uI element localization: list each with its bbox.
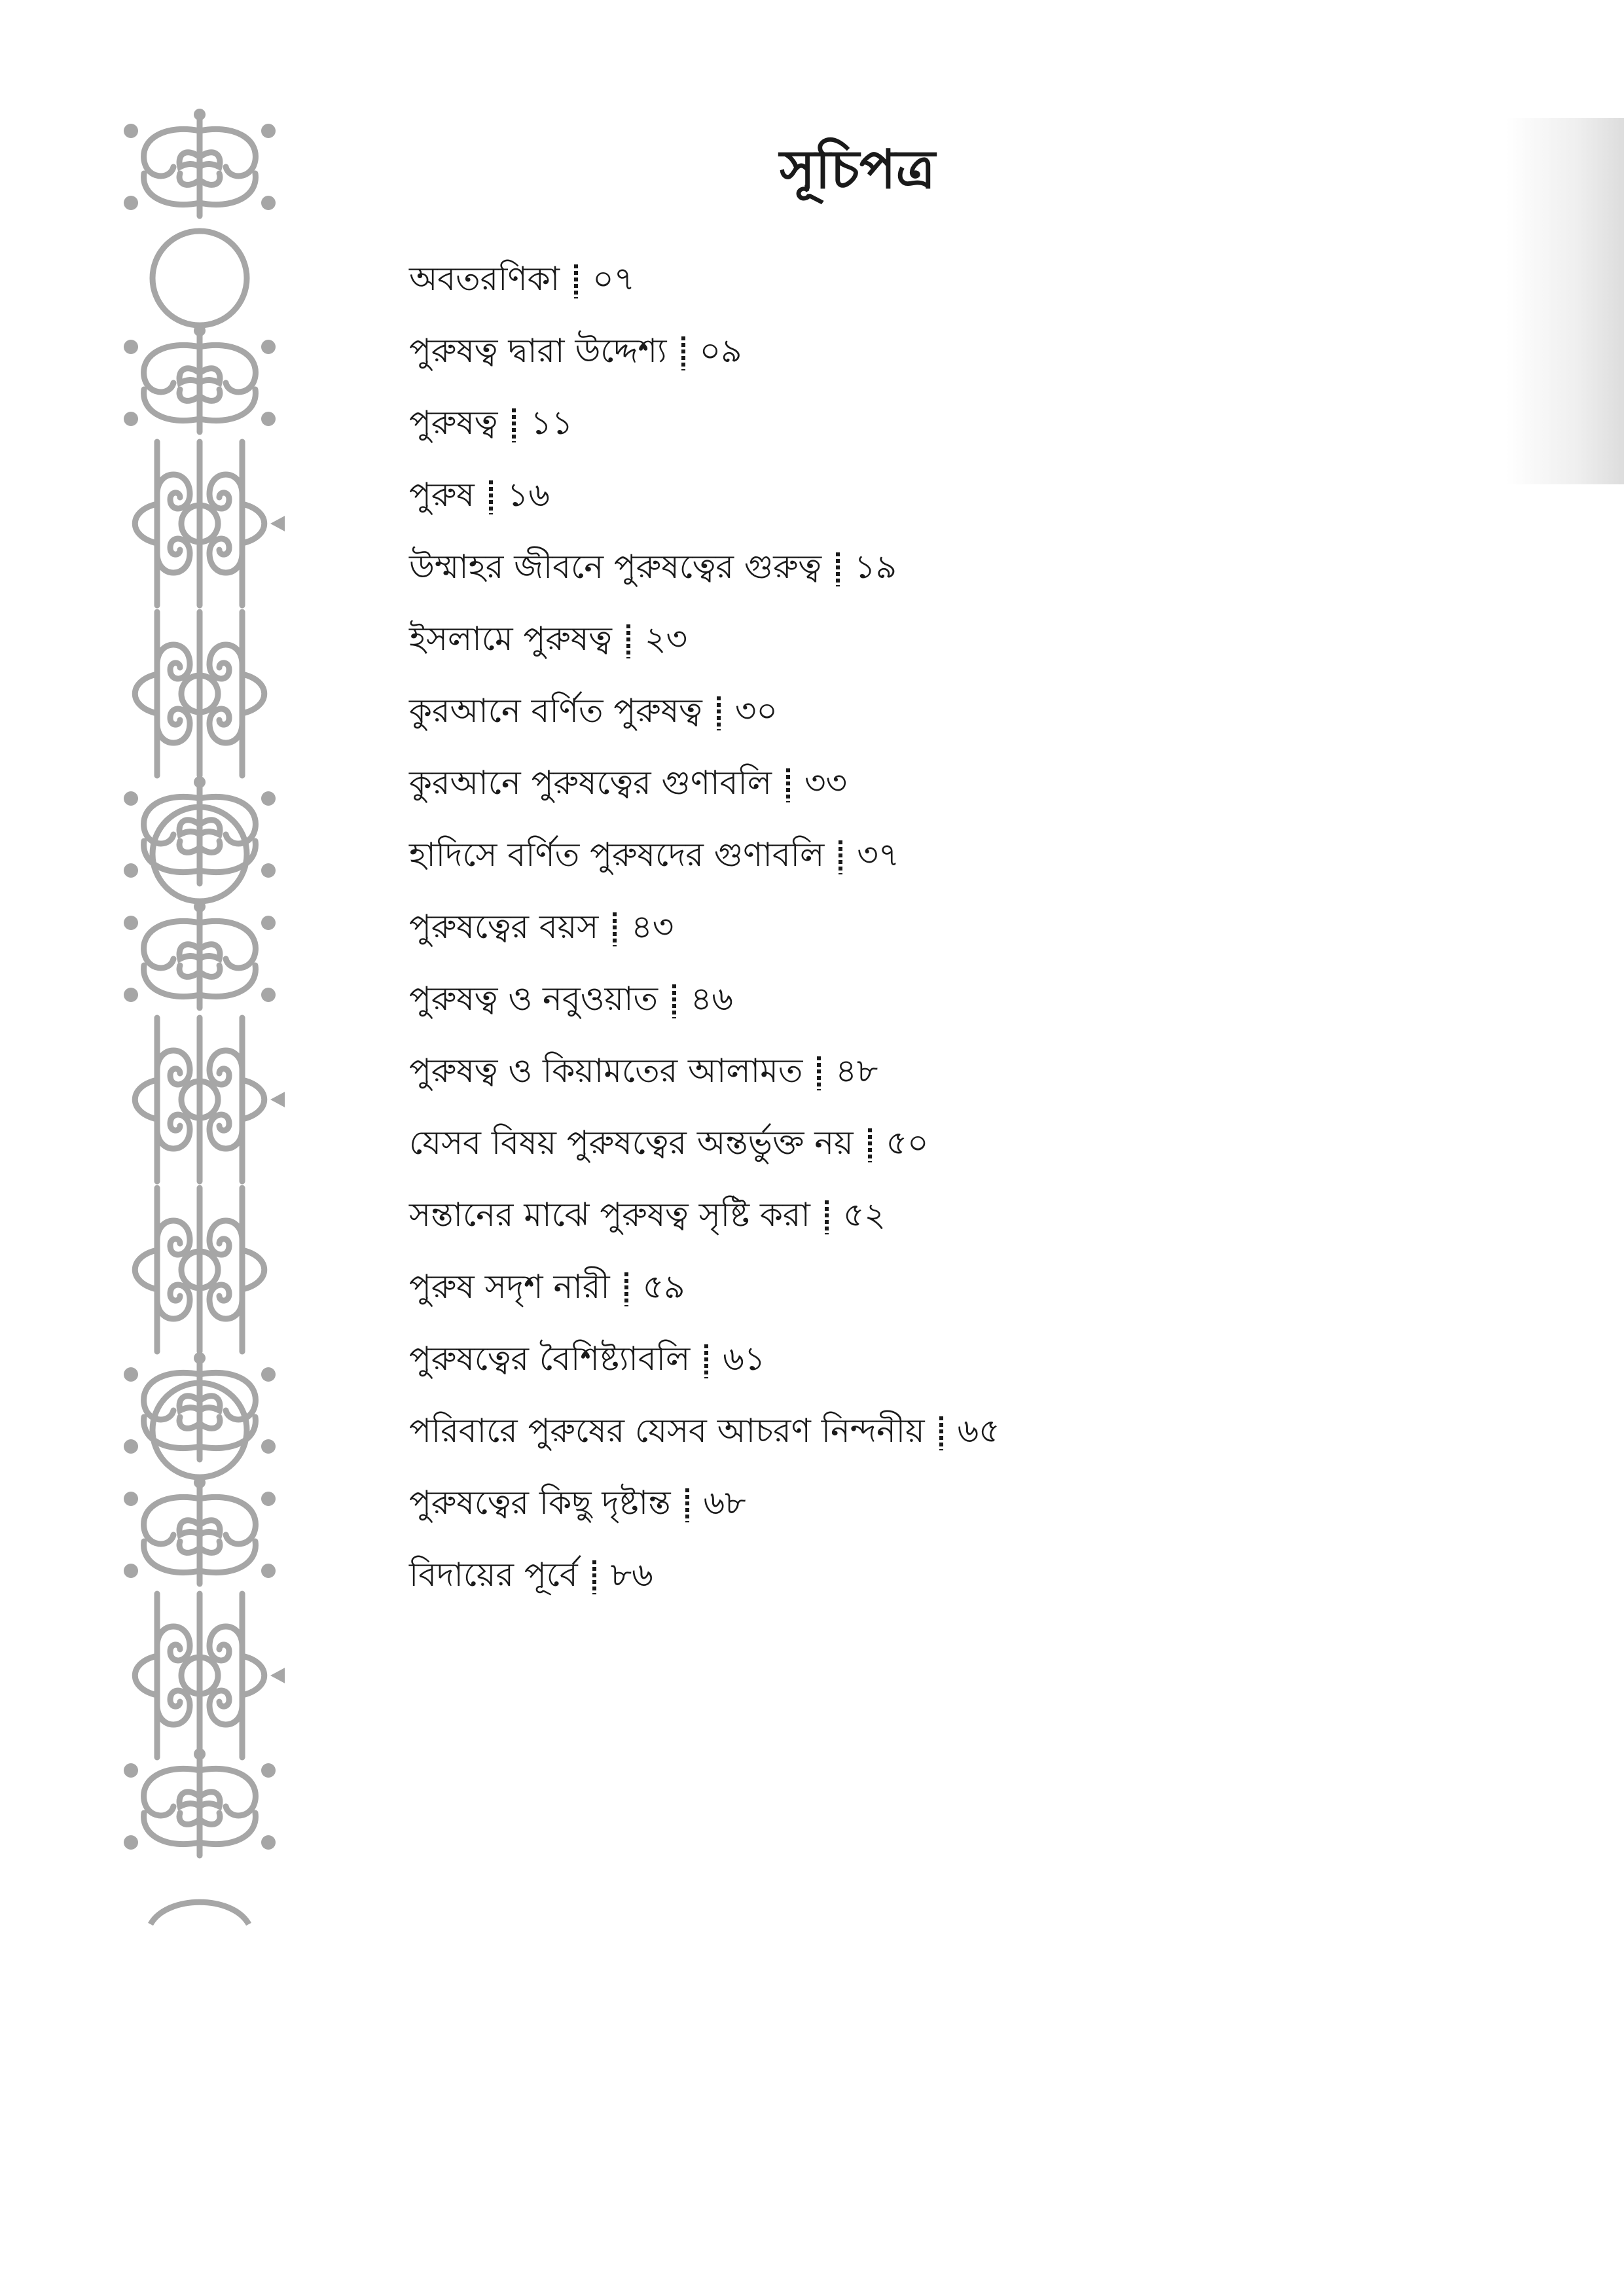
page-title: সূচিপত্র [780, 139, 935, 201]
toc-entry [409, 749, 1000, 821]
toc-entry-label: কুরআনে বর্ণিত পুরুষত্ব [409, 691, 702, 730]
toc-entry-label: পুরুষত্বের কিছু দৃষ্টান্ত [409, 1483, 671, 1522]
toc-entry-page: ১৯ [854, 547, 897, 586]
dotted-separator [574, 264, 578, 298]
toc-entry [409, 1541, 1000, 1613]
toc-entry [409, 1109, 1000, 1181]
toc-entry-page: ৮৬ [610, 1555, 653, 1594]
toc-entry-page: ৫৯ [642, 1267, 685, 1306]
toc-entry-label: হাদিসে বর্ণিত পুরুষদের গুণাবলি [409, 835, 825, 874]
toc-entry-label: কুরআনে পুরুষত্বের গুণাবলি [409, 763, 772, 802]
toc-entry [409, 461, 1000, 533]
toc-entry-page: ৬১ [723, 1339, 766, 1378]
dotted-separator [672, 984, 676, 1018]
toc-entry-page: ৩৭ [857, 835, 900, 874]
toc-entry-page: ৩৩ [804, 763, 848, 802]
toc-entry-label: অবতরণিকা [409, 259, 560, 298]
toc-entry-page: ০৯ [699, 331, 742, 370]
toc-entry [409, 821, 1000, 893]
toc-entry-label: পরিবারে পুরুষের যেসব আচরণ নিন্দনীয় [409, 1411, 925, 1450]
toc-entry-label: পুরুষ [409, 475, 475, 514]
dotted-separator [939, 1416, 943, 1450]
toc-entry [409, 1325, 1000, 1397]
dotted-separator [626, 624, 630, 658]
toc-entry-page: ৪৮ [835, 1051, 878, 1090]
dotted-separator [825, 1200, 829, 1234]
dotted-separator [836, 552, 840, 586]
toc-entry-label: পুরুষত্বের বয়স [409, 907, 599, 946]
dotted-separator [817, 1056, 821, 1090]
toc-entry-page: ৬৮ [703, 1483, 746, 1522]
table-of-contents [409, 245, 1000, 1613]
toc-entry-label: পুরুষত্বের বৈশিষ্ট্যাবলি [409, 1339, 691, 1378]
toc-entry-label: উম্মাহর জীবনে পুরুষত্বের গুরুত্ব [409, 547, 822, 586]
toc-entry-label: পুরুষ সদৃশ নারী [409, 1267, 610, 1306]
toc-entry-page: ৩০ [734, 691, 778, 730]
toc-entry-page: ৫০ [886, 1123, 929, 1162]
dotted-separator [685, 1488, 689, 1522]
dotted-separator [717, 696, 721, 730]
dotted-separator [681, 336, 685, 370]
toc-entry-label: ইসলামে পুরুষত্ব [409, 619, 612, 658]
toc-entry [409, 1253, 1000, 1325]
page-edge-shadow [1506, 118, 1624, 484]
toc-entry [409, 605, 1000, 677]
dotted-separator [624, 1272, 628, 1306]
toc-entry-page: ৪৩ [631, 907, 674, 946]
toc-entry-label: যেসব বিষয় পুরুষত্বের অন্তর্ভুক্ত নয় [409, 1123, 854, 1162]
toc-entry [409, 533, 1000, 605]
dotted-separator [839, 840, 842, 874]
toc-entry [409, 1181, 1000, 1253]
toc-entry [409, 389, 1000, 461]
dotted-separator [512, 408, 516, 442]
dotted-separator [592, 1560, 596, 1594]
toc-entry-label: পুরুষত্ব ও কিয়ামতের আলামত [409, 1051, 803, 1090]
toc-entry [409, 245, 1000, 317]
toc-entry-page: ০৭ [592, 259, 636, 298]
toc-entry [409, 893, 1000, 965]
toc-entry-page: ২৩ [644, 619, 688, 658]
toc-entry-page: ১১ [530, 403, 573, 442]
toc-entry [409, 677, 1000, 749]
toc-entry-label: পুরুষত্ব দ্বারা উদ্দেশ্য [409, 331, 667, 370]
dotted-separator [613, 912, 617, 946]
toc-entry-page: ৬৫ [957, 1411, 1000, 1450]
toc-entry-label: সন্তানের মাঝে পুরুষত্ব সৃষ্টি করা [409, 1195, 810, 1234]
toc-entry [409, 1037, 1000, 1109]
dotted-separator [786, 768, 790, 802]
toc-entry [409, 317, 1000, 389]
toc-entry-page: ৪৬ [690, 979, 733, 1018]
dotted-separator [704, 1344, 708, 1378]
toc-entry [409, 965, 1000, 1037]
toc-entry-label: পুরুষত্ব [409, 403, 498, 442]
decorative-border-ornament [115, 108, 285, 1928]
toc-entry [409, 1469, 1000, 1541]
dotted-separator [868, 1128, 872, 1162]
toc-entry [409, 1397, 1000, 1469]
toc-entry-page: ৫২ [842, 1195, 886, 1234]
toc-entry-label: বিদায়ের পূর্বে [409, 1555, 578, 1594]
toc-entry-label: পুরুষত্ব ও নবুওয়াত [409, 979, 658, 1018]
dotted-separator [489, 480, 493, 514]
toc-entry-page: ১৬ [507, 475, 550, 514]
